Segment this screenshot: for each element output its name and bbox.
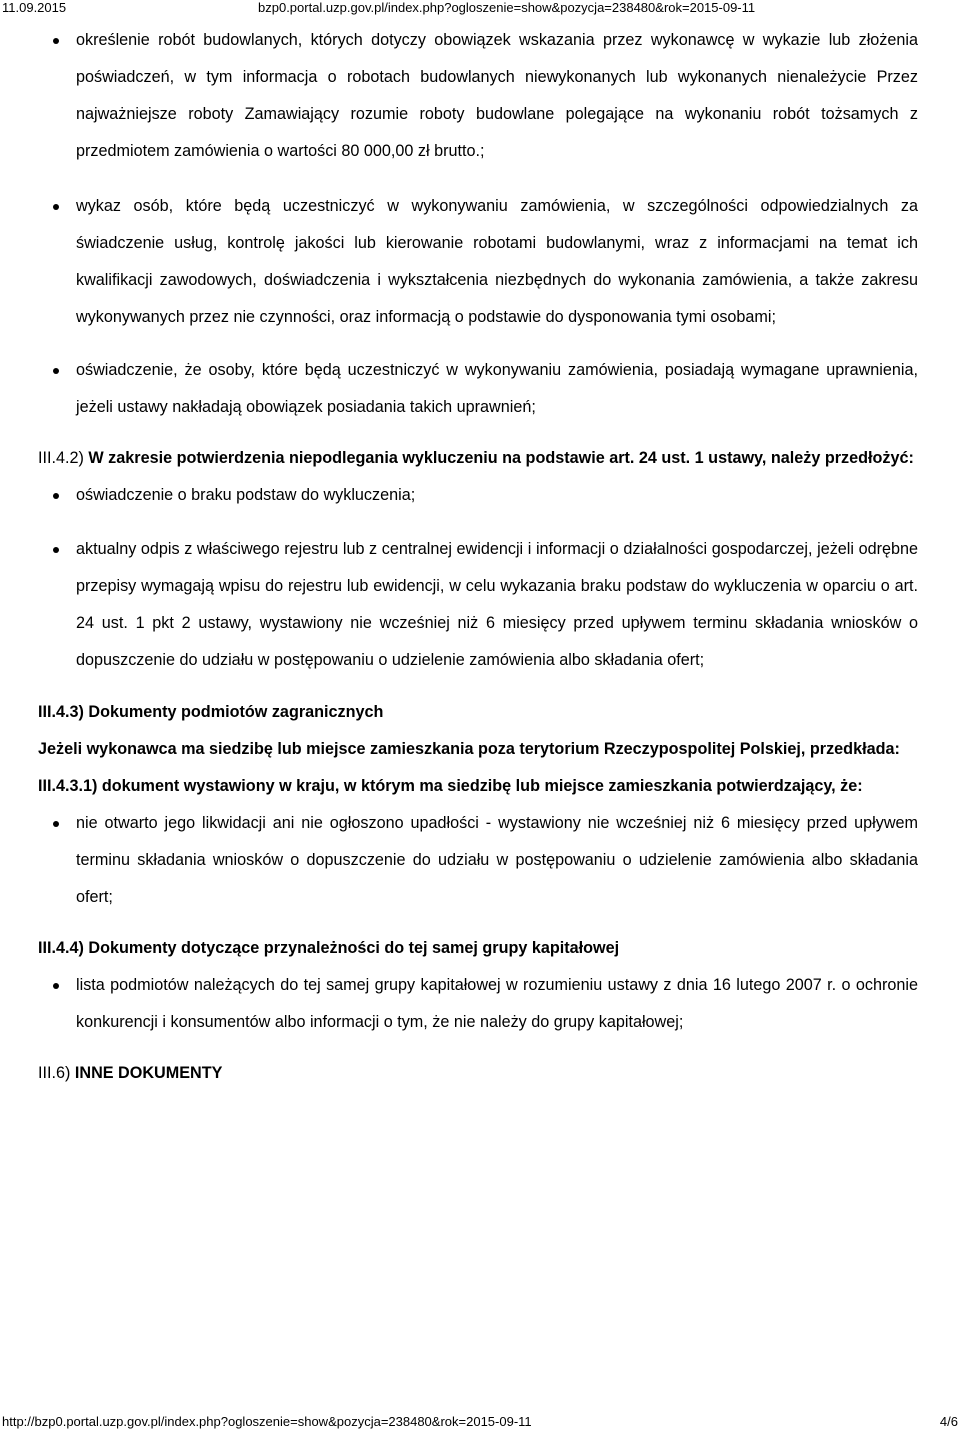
section-title: dokument wystawiony w kraju, w którym ma siedzibę lub miejsce zamieszkania potwierdzający, że: (97, 777, 863, 795)
section-title: W zakresie potwierdzenia niepodlegania wykluczeniu na podstawie art. 24 ust. 1 ustawy, należy przedłożyć: (83, 449, 914, 467)
list-item: lista podmiotów należących do tej samej grupy kapitałowej w rozumieniu ustawy z dnia 16 lutego 2007 r. o ochronie konkurencji i konsumentów albo informacji o tym, że nie należy do grupy kapitałowej; (76, 967, 918, 1041)
section-heading-iii-4-4 (0, 930, 960, 967)
document-content (0, 22, 960, 1092)
section-subtitle: Jeżeli wykonawca ma siedzibę lub miejsce zamieszkania poza terytorium Rzeczypospolitej Polskiej, przedkłada: (38, 740, 900, 758)
list-item: oświadczenie o braku podstaw do wykluczenia; (76, 477, 918, 514)
requirements-list (0, 22, 960, 426)
list-item: nie otwarto jego likwidacji ani nie ogłoszono upadłości - wystawiony nie wcześniej niż 6 miesięcy przed upływem terminu składania wniosków o dopuszczenie do udziału w postępowaniu o udzielenie zamówienia albo składania ofert; (76, 805, 918, 916)
section-heading-iii-4-2 (0, 440, 960, 477)
list-item: oświadczenie, że osoby, które będą uczestniczyć w wykonywaniu zamówienia, posiadają wymagane uprawnienia, jeżeli ustawy nakładają obowiązek posiadania takich uprawnień; (76, 352, 918, 426)
section-heading-iii-6 (0, 1055, 960, 1092)
list-item: określenie robót budowlanych, których dotyczy obowiązek wskazania przez wykonawcę w wykazie lub złożenia poświadczeń, w tym informacja o robotach budowlanych niewykonanych lub wykonanych nienależycie Przez najważniejsze roboty Zamawiający rozumie roboty budowlane polegające na wykonaniu robót tożsamych z przedmiotem zamówienia o wartości 80 000,00 zł brutto.; (76, 22, 918, 170)
list-item: wykaz osób, które będą uczestniczyć w wykonywaniu zamówienia, w szczególności odpowiedzialnych za świadczenie usług, kontrolę jakości lub kierowanie robotami budowlanymi, wraz z informacjami na temat ich kwalifikacji zawodowych, doświadczenia i wykształcenia niezbędnych do wykonania zamówienia, a także zakresu wykonywanych przez nie czynności, oraz informacją o podstawie do dysponowania tymi osobami; (76, 188, 918, 336)
section-title: INNE DOKUMENTY (70, 1064, 223, 1082)
section-code: III.4.2) (38, 449, 84, 467)
print-footer (0, 1414, 960, 1432)
section-code: III.4.4) (38, 939, 84, 957)
section-code: III.4.3.1) (38, 777, 98, 795)
print-url: bzp0.portal.uzp.gov.pl/index.php?ogloszenie=show&pozycja=238480&rok=2015-09-11 (258, 0, 756, 15)
print-date: 11.09.2015 (2, 0, 67, 15)
section-heading-iii-4-3 (0, 694, 960, 731)
list-item: aktualny odpis z właściwego rejestru lub z centralnej ewidencji i informacji o działalności gospodarczej, jeżeli odrębne przepisy wymagają wpisu do rejestru lub ewidencji, w celu wykazania braku podstaw do wykluczenia w oparciu o art. 24 ust. 1 pkt 2 ustawy, wystawiony nie wcześniej niż 6 miesięcy przed upływem terminu składania wniosków o dopuszczenie do udziału w postępowaniu o udzielenie zamówienia albo składania ofert; (76, 531, 918, 679)
footer-url: http://bzp0.portal.uzp.gov.pl/index.php?ogloszenie=show&pozycja=238480&rok=2015-09-11 (2, 1414, 532, 1429)
page-number: 4/6 (939, 1414, 958, 1429)
section-code: III.4.3) (38, 703, 84, 721)
section-heading-iii-4-3-1 (0, 768, 960, 805)
section-code: III.6) (38, 1064, 71, 1082)
capital-group-list (0, 967, 960, 1041)
exclusion-documents-list (0, 477, 960, 679)
print-header (0, 0, 960, 18)
section-title: Dokumenty dotyczące przynależności do tej samej grupy kapitałowej (83, 939, 620, 957)
foreign-documents-list (0, 805, 960, 916)
section-title: Dokumenty podmiotów zagranicznych (83, 703, 384, 721)
